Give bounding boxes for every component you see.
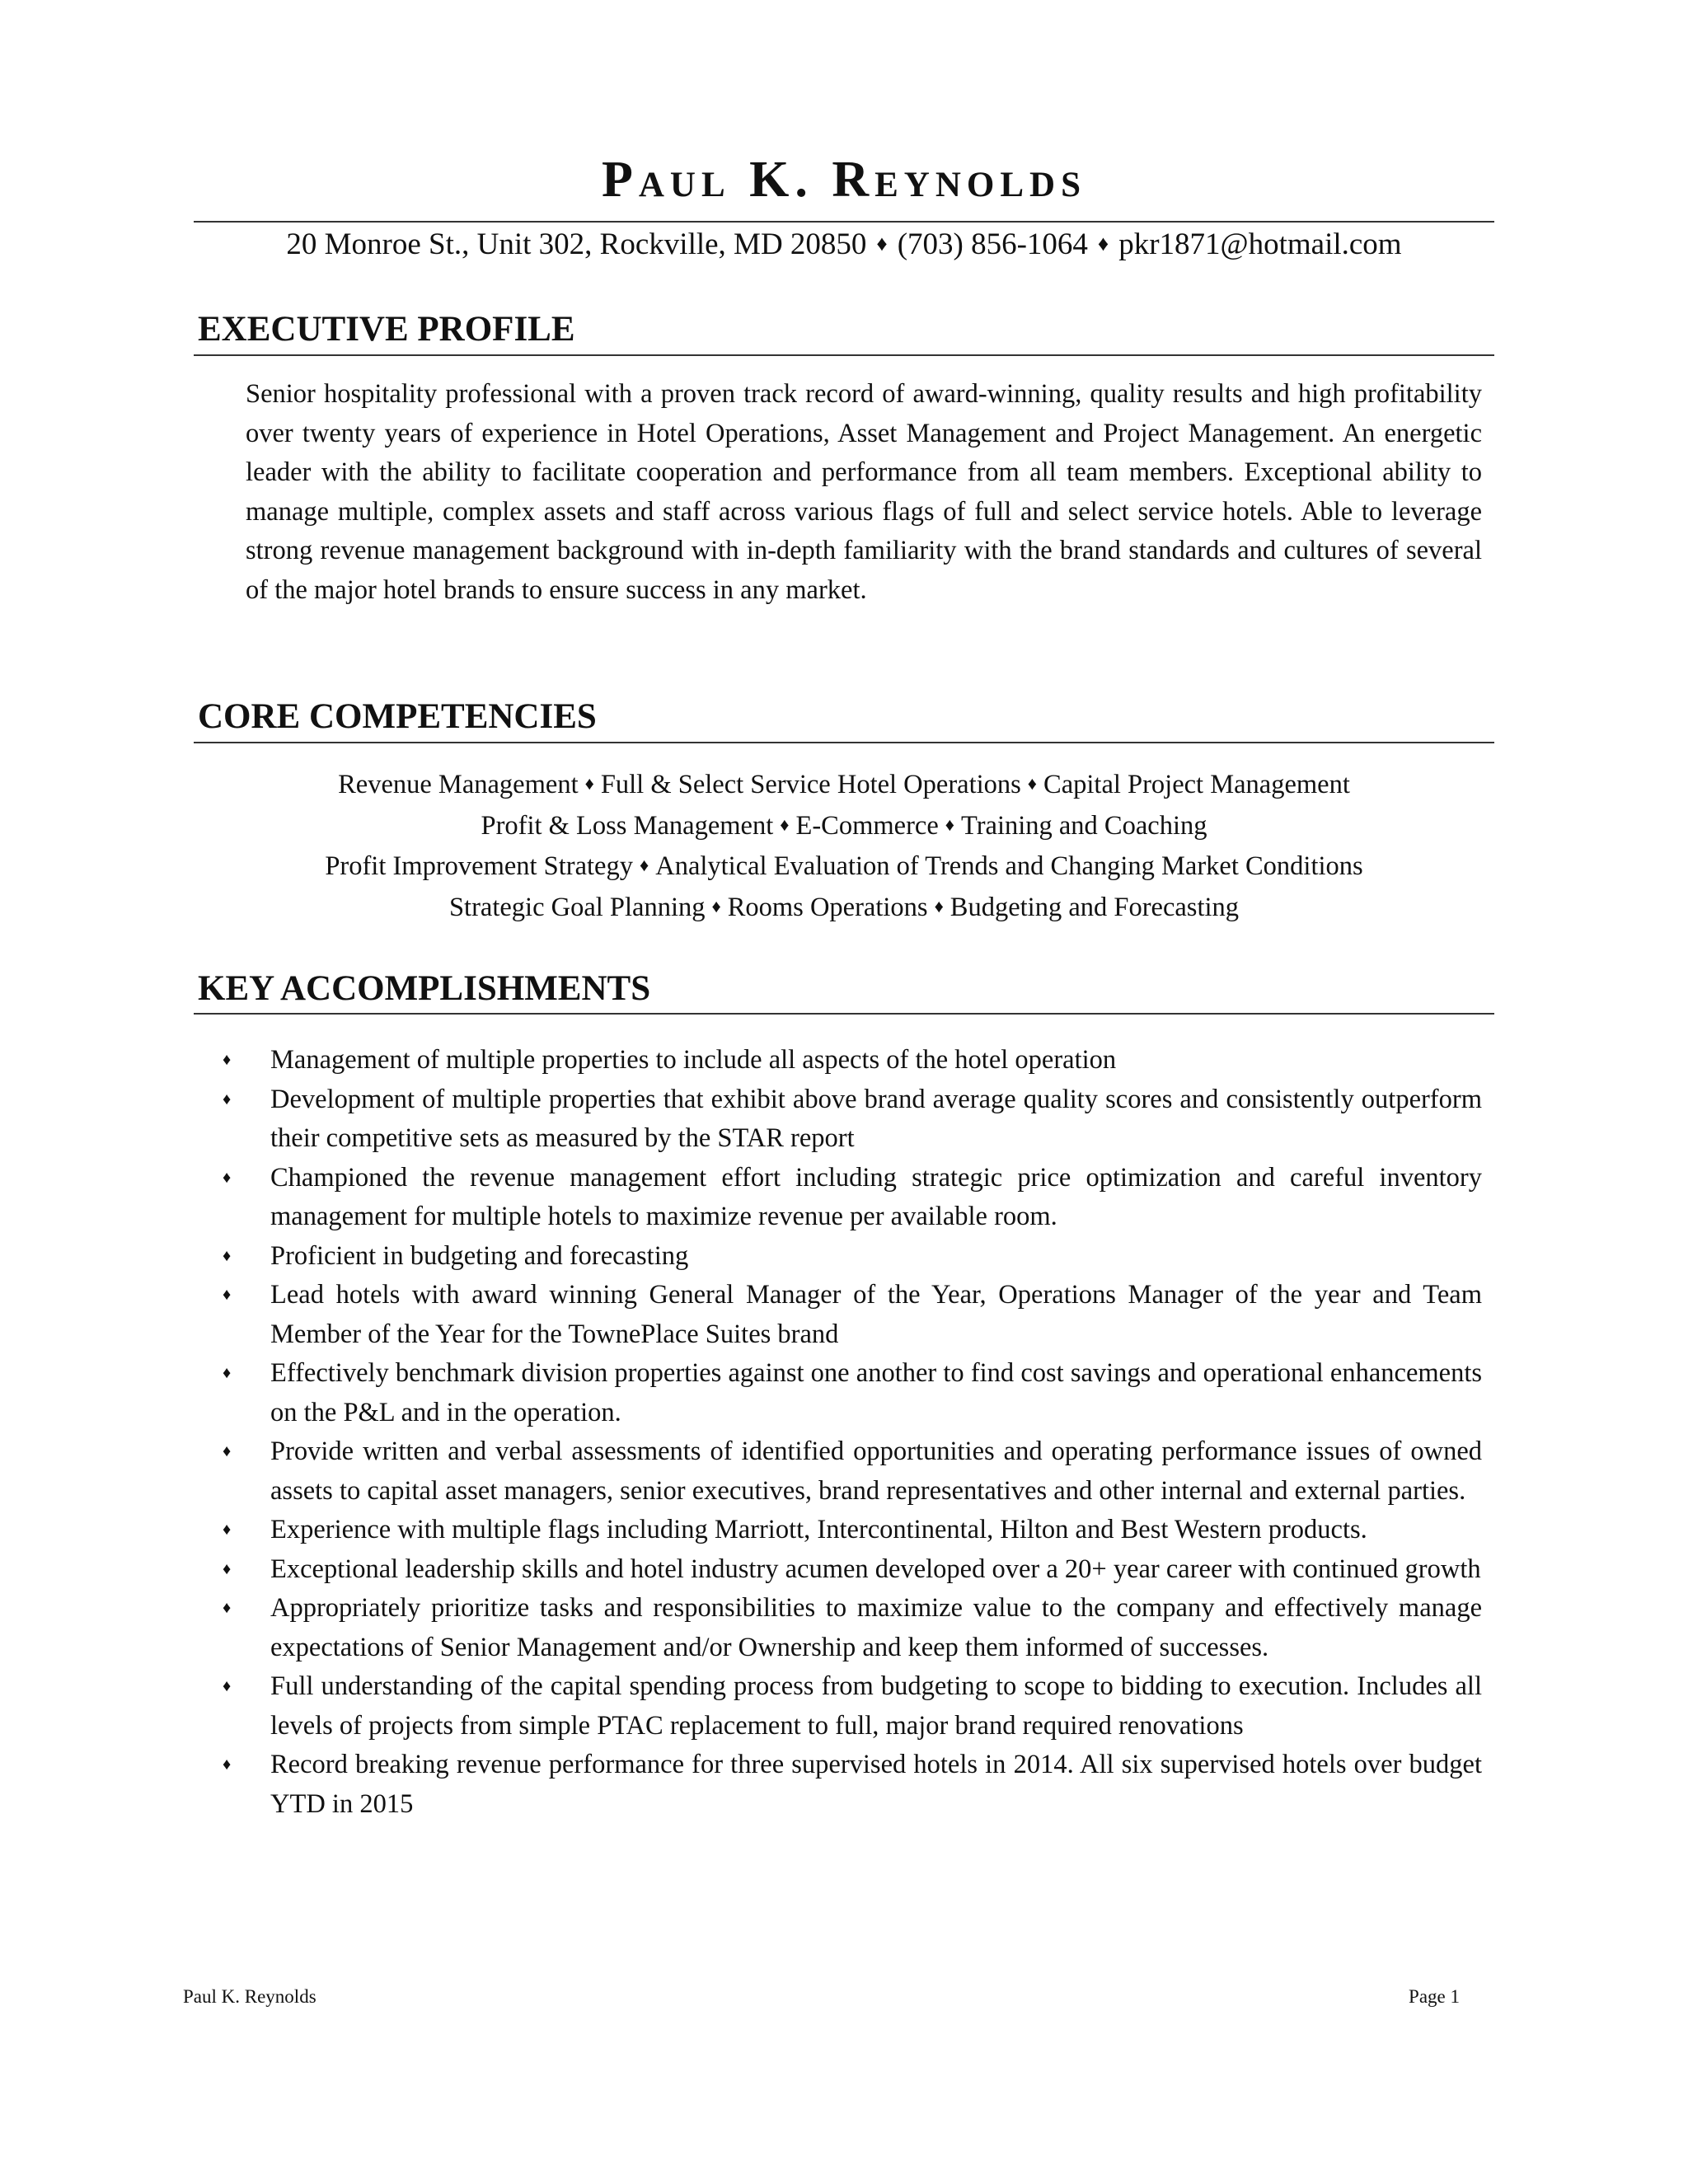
competency-item: Budgeting and Forecasting [950, 892, 1240, 922]
diamond-bullet-icon: ♦ [223, 1521, 232, 1539]
accomplishment-item [223, 1511, 1482, 1550]
diamond-bullet-icon: ♦ [223, 1246, 232, 1265]
accomplishment-text: Full understanding of the capital spending process from budgeting to scope to bidding to execution. Includes all levels of projects from simple PTAC replacement to full, major brand required renovations [270, 1671, 1482, 1741]
section-title-core-competencies: CORE COMPETENCIES [198, 697, 597, 736]
accomplishment-item [223, 1589, 1482, 1667]
diamond-bullet-icon: ♦ [223, 1755, 232, 1774]
competency-item: Profit Improvement Strategy [325, 851, 633, 881]
section-title-key-accomplishments: KEY ACCOMPLISHMENTS [198, 969, 651, 1008]
competency-line [194, 886, 1494, 927]
accomplishment-text: Development of multiple properties that exhibit above brand average quality scores and consistently outperform their competitive sets as measured by the STAR report [270, 1084, 1482, 1153]
diamond-bullet-icon: ♦ [1097, 232, 1109, 255]
diamond-bullet-icon: ♦ [223, 1442, 232, 1460]
competency-item: Full & Select Service Hotel Operations [600, 770, 1021, 799]
accomplishment-item [223, 1041, 1482, 1080]
accomplishment-item [223, 1550, 1482, 1590]
accomplishment-text: Exceptional leadership skills and hotel industry acumen developed over a 20+ year career with continued growth [270, 1554, 1481, 1584]
accomplishment-text: Experience with multiple flags including Marriott, Intercontinental, Hilton and Best Western products. [270, 1515, 1367, 1544]
accomplishment-item [223, 1667, 1482, 1746]
diamond-bullet-icon: ♦ [934, 895, 944, 916]
diamond-bullet-icon: ♦ [223, 1559, 232, 1578]
competency-item: Training and Coaching [960, 810, 1207, 841]
competency-item: Strategic Goal Planning [448, 892, 706, 922]
competency-item: Capital Project Management [1043, 770, 1350, 799]
accomplishment-text: Provide written and verbal assessments of identified opportunities and operating performance issues of owned assets to capital asset managers, senior executives, brand representatives and other internal and external parties. [270, 1436, 1482, 1506]
diamond-bullet-icon: ♦ [876, 232, 888, 255]
diamond-bullet-icon: ♦ [711, 895, 721, 916]
contact-address: 20 Monroe St., Unit 302, Rockville, MD 20850 [286, 227, 867, 261]
accomplishment-item [223, 1432, 1482, 1511]
candidate-name: Paul K. Reynolds [601, 152, 1087, 208]
diamond-bullet-icon: ♦ [223, 1090, 232, 1108]
core-competencies [194, 763, 1494, 926]
section-divider [194, 742, 1494, 743]
diamond-bullet-icon: ♦ [780, 813, 790, 835]
section-title-executive-profile: EXECUTIVE PROFILE [198, 310, 575, 349]
footer-page-number: Page 1 [1409, 1986, 1460, 2007]
competency-item: E-Commerce [795, 810, 939, 841]
footer-name: Paul K. Reynolds [183, 1986, 316, 2007]
competency-line [194, 845, 1494, 886]
accomplishment-text: Appropriately prioritize tasks and responsibilities to maximize value to the company and effectively manage expectations of Senior Management and/or Ownership and keep them informed of successes. [270, 1593, 1482, 1662]
accomplishment-item [223, 1237, 1482, 1277]
accomplishment-item [223, 1354, 1482, 1432]
diamond-bullet-icon: ♦ [945, 813, 954, 835]
diamond-bullet-icon: ♦ [223, 1364, 232, 1382]
accomplishment-text: Effectively benchmark division properties against one another to find cost savings and operational enhancements on the P&L and in the operation. [270, 1358, 1482, 1427]
accomplishment-text: Proficient in budgeting and forecasting [270, 1240, 689, 1271]
diamond-bullet-icon: ♦ [639, 855, 649, 875]
contact-email[interactable]: pkr1871@hotmail.com [1118, 227, 1402, 261]
diamond-bullet-icon: ♦ [223, 1168, 232, 1187]
key-accomplishments-list [223, 1041, 1482, 1824]
competency-item: Rooms Operations [727, 892, 928, 922]
diamond-bullet-icon: ♦ [223, 1051, 232, 1069]
competency-item: Analytical Evaluation of Trends and Changing Market Conditions [655, 851, 1363, 881]
accomplishment-text: Management of multiple properties to include all aspects of the hotel operation [270, 1045, 1117, 1075]
accomplishment-item [223, 1159, 1482, 1237]
diamond-bullet-icon: ♦ [1027, 773, 1038, 794]
competency-item: Profit & Loss Management [481, 810, 774, 841]
diamond-bullet-icon: ♦ [223, 1677, 232, 1695]
competency-item: Revenue Management [338, 770, 579, 799]
competency-line [194, 804, 1494, 846]
accomplishment-text: Championed the revenue management effort including strategic price optimization and careful inventory management for multiple hotels to maximize revenue per available room. [270, 1162, 1482, 1231]
section-divider [194, 1013, 1494, 1015]
accomplishment-text: Record breaking revenue performance for three supervised hotels in 2014. All six supervised hotels over budget YTD in 2015 [270, 1750, 1482, 1819]
executive-profile-text: Senior hospitality professional with a proven track record of award-winning, quality results and high profitability over twenty years of experience in Hotel Operations, Asset Management and Project Management. An energetic leader with the ability to facilitate cooperation and performance from all team members. Exceptional ability to manage multiple, complex assets and staff across various flags of full and select service hotels. Able to leverage strong revenue management background with in-depth familiarity with the brand standards and cultures of several of the major hotel brands to ensure success in any market. [246, 379, 1482, 605]
accomplishment-text: Lead hotels with award winning General Manager of the Year, Operations Manager of the year and Team Member of the Year for the TownePlace Suites brand [270, 1280, 1482, 1349]
diamond-bullet-icon: ♦ [584, 773, 594, 794]
accomplishment-item [223, 1746, 1482, 1824]
accomplishment-item [223, 1276, 1482, 1354]
competency-line [194, 763, 1494, 804]
diamond-bullet-icon: ♦ [223, 1286, 232, 1304]
diamond-bullet-icon: ♦ [223, 1599, 232, 1617]
accomplishment-item [223, 1080, 1482, 1159]
contact-line [0, 221, 1688, 268]
section-divider [194, 354, 1494, 356]
contact-phone: (703) 856-1064 [897, 227, 1088, 261]
